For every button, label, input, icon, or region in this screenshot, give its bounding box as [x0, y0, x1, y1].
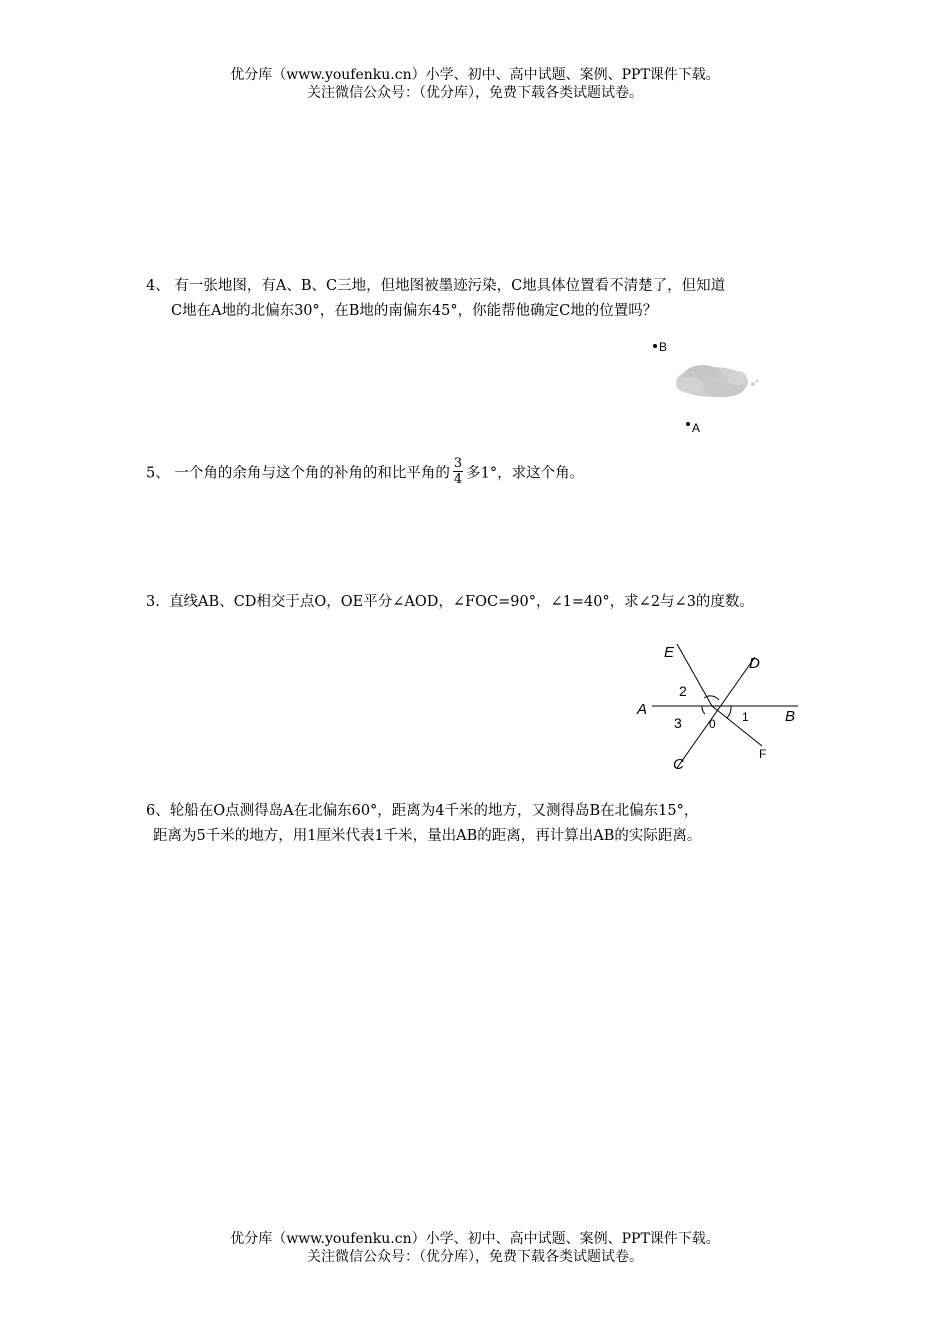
question-6-text-1: 轮船在O点测得岛A在北偏东60°，距离为4千米的地方，又测得岛B在北偏东15°，: [169, 803, 699, 819]
fraction-denominator: 4: [453, 472, 463, 487]
question-6: [146, 799, 701, 849]
question-3-text: 直线AB、CD相交于点O，OE平分∠AOD，∠FOC=90°，∠1=40°，求∠2与∠3的度数。: [169, 594, 754, 610]
angle-2-label: 2: [679, 683, 687, 699]
point-b-label: B: [659, 340, 668, 354]
map-figure: [645, 335, 775, 440]
question-5-number: 5、: [146, 465, 170, 482]
page-footer: [0, 1230, 950, 1266]
intersecting-lines-figure: [630, 640, 810, 775]
footer-line-2: 关注微信公众号：（优分库），免费下载各类试题试卷。: [307, 1249, 643, 1265]
question-4-line-2: C地在A地的北偏东30°，在B地的南偏东45°，你能帮他确定C地的位置吗？: [171, 303, 658, 319]
question-6-line-2: 距离为5千米的地方，用1厘米代表1千米，量出AB的距离，再计算出AB的实际距离。: [153, 828, 702, 844]
question-3: [146, 590, 754, 615]
angle-2-arc: [704, 696, 719, 700]
label-f: F: [759, 747, 767, 761]
ray-of: [712, 706, 762, 746]
fraction-numerator: 3: [453, 456, 463, 471]
header-line-1: 优分库（www.youfenku.cn）小学、初中、高中试题、案例、PPT课件下载。: [230, 67, 720, 83]
label-c: C: [673, 756, 684, 773]
label-b: B: [785, 708, 796, 725]
question-6-number: 6、: [146, 803, 170, 819]
question-4-number: 4、: [146, 278, 170, 294]
footer-line-1: 优分库（www.youfenku.cn）小学、初中、高中试题、案例、PPT课件下载。: [230, 1231, 720, 1247]
label-e: E: [664, 644, 675, 661]
ink-stain: [676, 365, 759, 397]
label-o: 0: [709, 717, 716, 731]
question-5-text-before: 一个角的余角与这个角的补角的和比平角的: [174, 465, 450, 482]
question-3-number: 3.: [146, 594, 160, 610]
question-4-text-1: 有一张地图，有A、B、C三地，但地图被墨迹污染，C地具体位置看不清楚了，但知道: [174, 278, 726, 294]
point-a-dot: [686, 422, 690, 426]
question-5-text-after: 多1°，求这个角。: [466, 465, 585, 482]
point-b-dot: [653, 344, 657, 348]
angle-3-label: 3: [674, 715, 682, 731]
question-5: [146, 458, 584, 489]
question-4-line-1: [146, 274, 725, 299]
question-6-line-1: [146, 799, 701, 824]
header-line-2: 关注微信公众号：（优分库），免费下载各类试题试卷。: [307, 85, 643, 101]
label-a: A: [637, 701, 648, 718]
fraction-three-quarters: [453, 456, 463, 487]
angle-1-label: 1: [742, 710, 749, 724]
angle-3-arc: [702, 706, 705, 714]
page-header: [0, 66, 950, 102]
question-4: [146, 274, 725, 324]
angle-1-arc: [727, 706, 731, 718]
label-d: D: [749, 655, 760, 672]
point-a-label: A: [692, 421, 701, 435]
